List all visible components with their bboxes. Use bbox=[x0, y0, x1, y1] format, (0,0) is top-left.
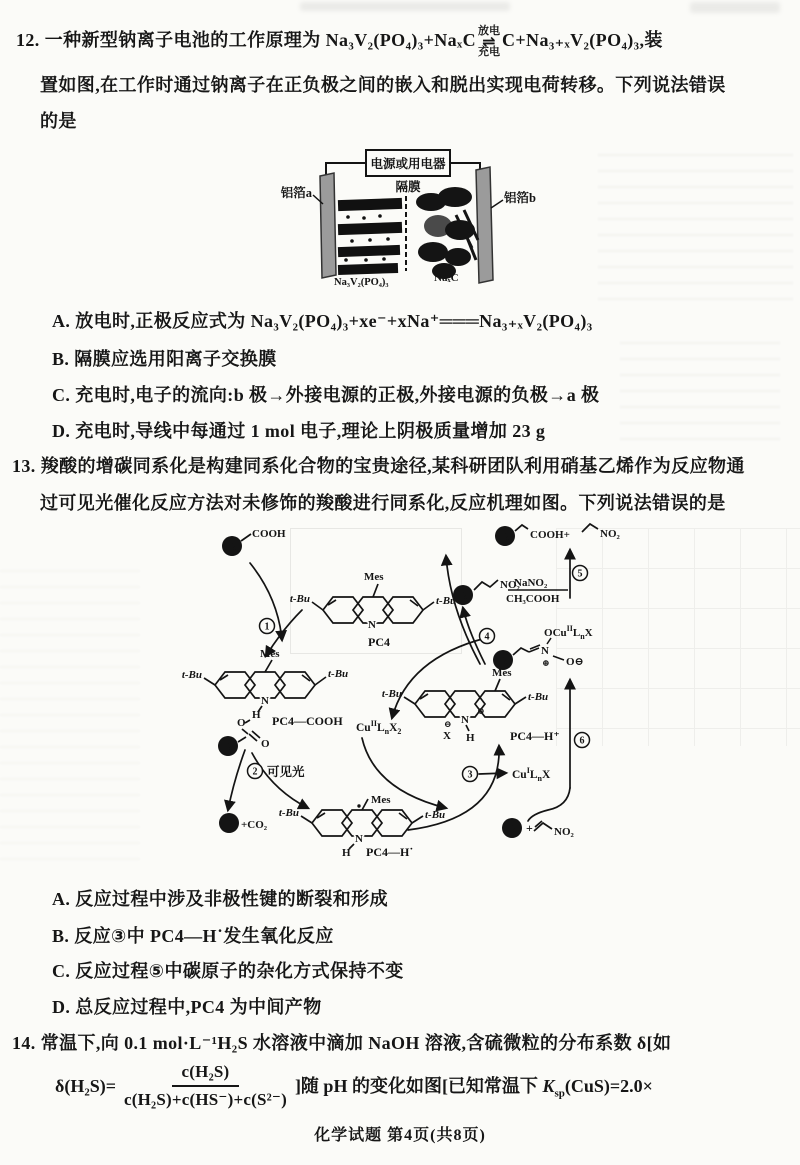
svg-text:PC4—H˙: PC4—H˙ bbox=[366, 845, 414, 859]
r-radical-co2 bbox=[219, 813, 268, 833]
q14-stem-line1 bbox=[12, 1032, 671, 1055]
svg-text:1: 1 bbox=[264, 621, 270, 633]
fraction-denominator: c(H₂S)+c(HS⁻)+c(S²⁻) bbox=[124, 1090, 287, 1109]
pc4-h-cation bbox=[382, 667, 560, 744]
step-2-badge bbox=[248, 764, 263, 779]
foil-b-plate bbox=[476, 167, 493, 283]
svg-text:R: R bbox=[459, 590, 467, 602]
q12-stem-line1 bbox=[16, 26, 663, 58]
svg-text:R: R bbox=[499, 655, 507, 667]
scan-artifact bbox=[300, 2, 510, 11]
cu2-label: $Cu^{II}L_nX_2$ bbox=[356, 719, 402, 736]
charge-label: 充电 bbox=[477, 46, 500, 58]
q12-option-c: C. 充电时,电子的流向:b 极→外接电源的正极,外接电源的负极→a 极 bbox=[52, 385, 600, 405]
ksp-subscript: sp bbox=[554, 1087, 565, 1100]
svg-text:NO₂: NO₂ bbox=[600, 528, 620, 540]
svg-text:3: 3 bbox=[467, 769, 473, 781]
svg-text:5: 5 bbox=[577, 568, 583, 580]
svg-text:R: R bbox=[228, 541, 236, 553]
delta-lhs: δ(H₂S)= bbox=[55, 1075, 116, 1096]
arrow-step-3 bbox=[479, 773, 506, 774]
q12-option-a: A. 放电时,正极反应式为 Na₃V₂(PO₄)₃+xe⁻+xNa⁺═══Na₃₊ₓV₂(PO₄)₃ bbox=[52, 311, 593, 331]
svg-text:⊕: ⊕ bbox=[477, 706, 485, 716]
mechanism-figure bbox=[150, 518, 670, 885]
svg-text:t-Bu: t-Bu bbox=[289, 593, 310, 605]
page-footer: 化学试题 第4页(共8页) bbox=[314, 1127, 486, 1144]
scan-artifact bbox=[620, 330, 780, 440]
foil-a-label: 铝箔a bbox=[280, 186, 312, 200]
anode-formula: NaₓC bbox=[434, 272, 459, 284]
cathode-material bbox=[338, 198, 402, 275]
svg-text:R: R bbox=[224, 741, 232, 753]
svg-text:Mes: Mes bbox=[492, 667, 512, 679]
q12-option-b: B. 隔膜应选用阳离子交换膜 bbox=[52, 349, 277, 369]
q14-after-fraction: ]随 pH 的变化如图[已知常温下 $K_{sp}(CuS)=2.0\times$ bbox=[294, 1076, 653, 1100]
arrow-cu-cycle-down bbox=[392, 638, 486, 718]
svg-text:X: X bbox=[443, 730, 451, 742]
svg-text:N: N bbox=[368, 619, 376, 631]
svg-text:H: H bbox=[252, 709, 261, 721]
svg-text:H: H bbox=[466, 732, 475, 744]
svg-text:N: N bbox=[541, 645, 549, 657]
step-4-badge bbox=[480, 629, 495, 644]
svg-text:4: 4 bbox=[484, 631, 490, 643]
svg-text:NO₂: NO₂ bbox=[500, 579, 520, 591]
svg-text:CH₃COOH: CH₃COOH bbox=[506, 593, 560, 605]
step-6-badge bbox=[575, 733, 590, 748]
visible-light-label: 可见光 bbox=[267, 765, 305, 779]
foil-b-label: 铝箔b bbox=[504, 191, 536, 205]
scan-artifact bbox=[690, 2, 780, 13]
scan-artifact bbox=[598, 150, 793, 300]
device-label: 电源或用电器 bbox=[370, 157, 446, 171]
svg-text:Mes: Mes bbox=[260, 648, 280, 660]
battery-diagram bbox=[268, 140, 548, 302]
equilibrium-arrow bbox=[478, 26, 500, 58]
svg-text:N: N bbox=[355, 833, 363, 845]
q13-option-b: B. 反应③中 PC4—H˙发生氧化反应 bbox=[52, 926, 334, 946]
q14-formula bbox=[55, 1062, 653, 1110]
svg-text:t-Bu: t-Bu bbox=[528, 691, 549, 703]
svg-text:t-Bu: t-Bu bbox=[278, 807, 299, 819]
svg-text:O⊖: O⊖ bbox=[566, 656, 584, 668]
svg-text:⊕: ⊕ bbox=[542, 658, 550, 668]
svg-text:COOH+: COOH+ bbox=[530, 529, 570, 541]
svg-text:t-Bu: t-Bu bbox=[328, 668, 349, 680]
svg-text:NO₂: NO₂ bbox=[554, 826, 574, 838]
svg-text:H: H bbox=[342, 847, 351, 859]
separator-label: 隔膜 bbox=[395, 180, 421, 194]
foil-b-pointer bbox=[491, 200, 503, 208]
product-group bbox=[495, 524, 621, 546]
svg-text:PC4: PC4 bbox=[368, 635, 390, 649]
battery-figure bbox=[268, 140, 548, 307]
q14-number: 14. bbox=[12, 1033, 36, 1053]
arrow-step-2a bbox=[228, 750, 245, 810]
q13-option-c: C. 反应过程⑤中碳原子的杂化方式保持不变 bbox=[52, 961, 404, 981]
svg-text:Mes: Mes bbox=[371, 794, 391, 806]
cu1-label: $Cu^IL_nX$ bbox=[512, 766, 551, 783]
q13-stem-line2: 过可见光催化反应方法对未修饰的羧酸进行同系化,反应机理如图。下列说法错误的是 bbox=[40, 493, 726, 513]
svg-text:6: 6 bbox=[579, 735, 585, 747]
step5-reagents bbox=[506, 577, 568, 605]
svg-text:N: N bbox=[461, 714, 469, 726]
svg-text:PC4—COOH: PC4—COOH bbox=[272, 714, 343, 728]
svg-text:N: N bbox=[261, 695, 269, 707]
r-radical-nitroethylene bbox=[502, 818, 575, 838]
svg-text:t-Bu: t-Bu bbox=[425, 809, 446, 821]
arrow-step-2b bbox=[252, 753, 308, 808]
svg-text:PC4—H⁺: PC4—H⁺ bbox=[510, 729, 560, 743]
scan-artifact bbox=[0, 560, 140, 860]
q13-stem-text: 羧酸的增碳同系化是构建同系化合物的宝贵途径,某科研团队利用硝基乙烯作为反应物通 bbox=[40, 456, 745, 476]
svg-text:⊖: ⊖ bbox=[444, 719, 452, 729]
svg-text:O: O bbox=[237, 717, 246, 729]
reactant-rcooh bbox=[222, 528, 286, 556]
q12-stem-line2: 置如图,在工作时通过钠离子在正负极之间的嵌入和脱出实现电荷转移。下列说法错误 bbox=[40, 75, 726, 95]
reversible-arrow-icon: ⇌ bbox=[482, 32, 496, 51]
q12-stem-text-a: 一种新型钠离子电池的工作原理为 Na₃V₂(PO₄)₃+NaₓC bbox=[44, 30, 476, 51]
pc4-structure bbox=[290, 571, 456, 649]
pc4-cooh-complex bbox=[182, 648, 348, 756]
ksp-symbol: K bbox=[542, 1076, 555, 1097]
q12-stem-text-b: C+Na₃₊ₓV₂(PO₄)₃,装 bbox=[501, 30, 663, 51]
mechanism-diagram bbox=[150, 518, 670, 880]
svg-text:Mes: Mes bbox=[364, 571, 384, 583]
connector-step-6 bbox=[528, 788, 570, 821]
q13-stem-line1 bbox=[12, 455, 745, 478]
foil-a-plate bbox=[320, 173, 336, 278]
wire-right bbox=[448, 163, 480, 172]
svg-text:+: + bbox=[526, 821, 533, 835]
svg-text:NaNO₂: NaNO₂ bbox=[514, 577, 548, 589]
svg-text:t-Bu: t-Bu bbox=[181, 669, 202, 681]
cathode-formula: Na₃V₂(PO₄)₃ bbox=[334, 277, 389, 288]
svg-text:COOH: COOH bbox=[252, 528, 286, 540]
svg-text:t-Bu: t-Bu bbox=[436, 595, 457, 607]
svg-text:+CO₂: +CO₂ bbox=[241, 819, 268, 831]
cu-nitronate bbox=[493, 624, 593, 670]
pc4-h-radical bbox=[279, 794, 445, 859]
anode-material bbox=[416, 187, 478, 279]
q13-option-a: A. 反应过程中涉及非极性键的断裂和形成 bbox=[52, 889, 388, 909]
svg-text:O: O bbox=[261, 738, 270, 750]
o-cu-ligand-label: $OCu^{II}L_nX$ bbox=[544, 624, 593, 641]
distribution-fraction bbox=[120, 1062, 291, 1110]
discharge-label: 放电 bbox=[477, 25, 500, 37]
q12-option-d: D. 充电时,导线中每通过 1 mol 电子,理论上阴极质量增加 23 g bbox=[52, 421, 546, 441]
svg-text:R: R bbox=[501, 531, 509, 543]
q12-number: 12. bbox=[16, 30, 40, 51]
q13-option-d: D. 总反应过程中,PC4 为中间产物 bbox=[52, 997, 322, 1017]
q12-stem-line3: 的是 bbox=[40, 111, 77, 131]
step-3-badge bbox=[463, 767, 478, 782]
step-1-badge bbox=[260, 619, 275, 634]
step-5-badge bbox=[573, 566, 588, 581]
svg-text:2: 2 bbox=[252, 766, 258, 778]
q13-number: 13. bbox=[12, 456, 36, 476]
svg-text:R: R bbox=[225, 818, 233, 830]
svg-text:t-Bu: t-Bu bbox=[381, 688, 402, 700]
fraction-numerator: c(H₂S) bbox=[172, 1062, 240, 1087]
q14-stem-text: 常温下,向 0.1 mol·L⁻¹H₂S 水溶液中滴加 NaOH 溶液,含硫微粒的分布系数 δ[如 bbox=[40, 1033, 672, 1053]
svg-text:R: R bbox=[508, 823, 516, 835]
